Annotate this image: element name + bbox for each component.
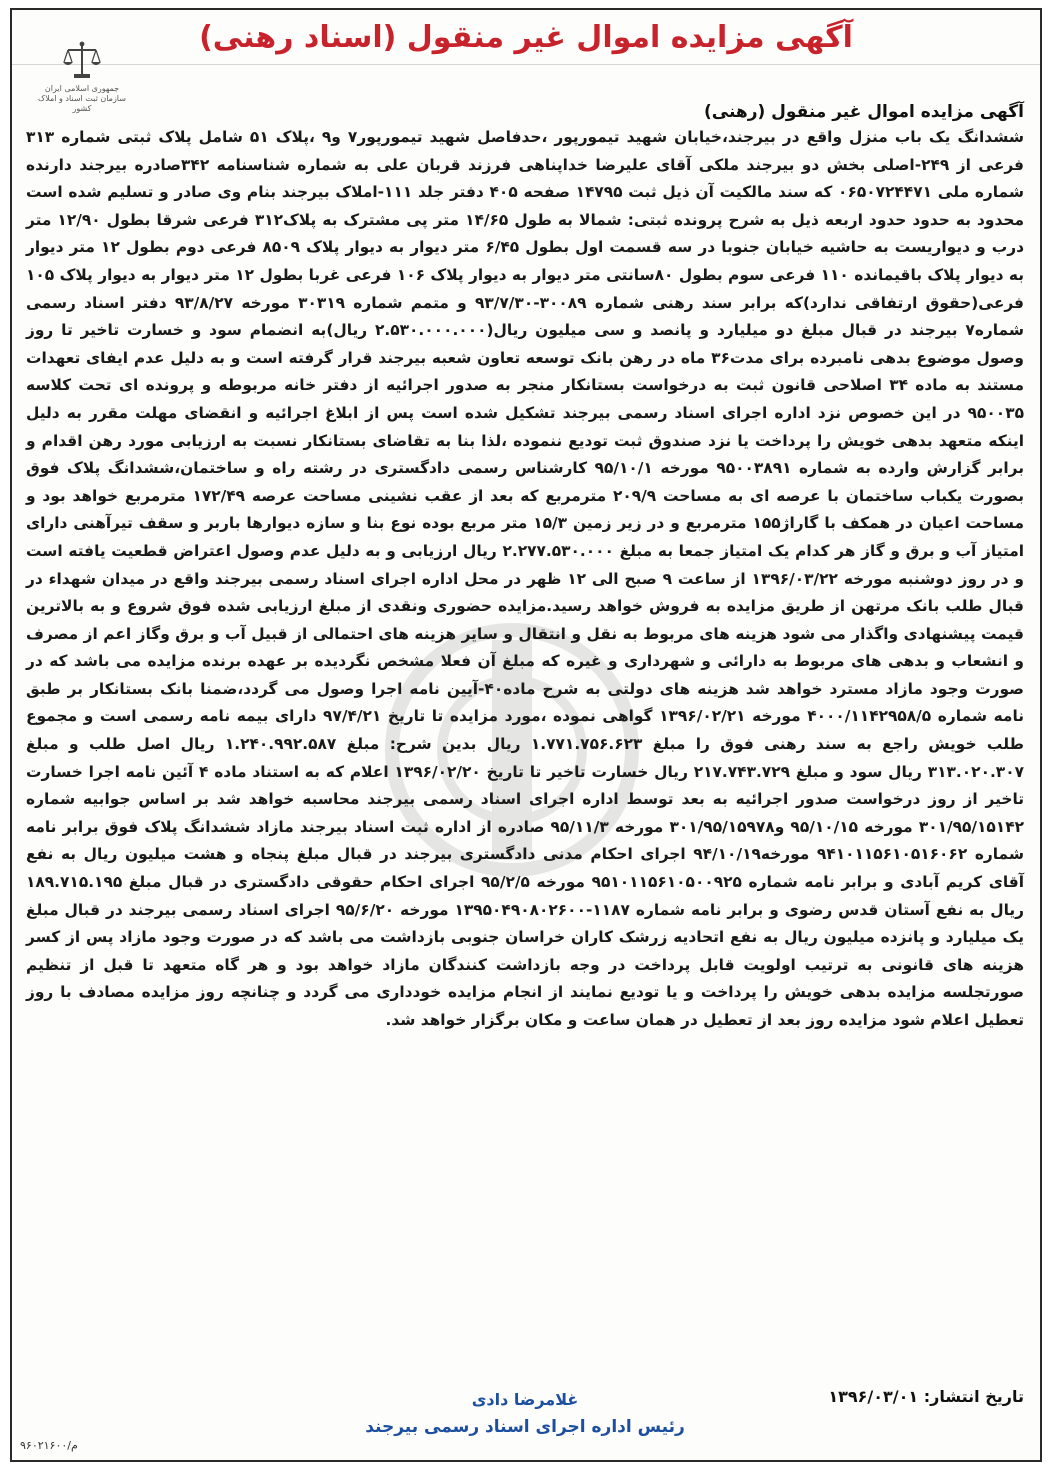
ad-code: م/۹۶۰۲۱۶۰۰ <box>20 1439 78 1452</box>
notice-text: ششدانگ یک باب منزل واقع در بیرجند،خیابان شهید تیمورپور ،حدفاصل شهید تیمورپور۷ و۹ ،پلاک ۵۱ شامل پلاک ثبتی شماره ۳۱۳ فرعی از ۲۴۹-اصلی بخش دو بیرجند ملکی آقای علیرضا خداپناهی فرزند قربان علی به شماره شناسنامه ۳۴۲صادره بیرجند دارنده شماره ملی ۰۶۵۰۷۲۴۴۷۱ که سند مالکیت آن ذیل ثبت ۱۴۷۹۵ صفحه ۴۰۵ دفتر جلد ۱۱۱-املاک بیرجند بنام وی صادر و تسلیم شده است محدود به حدود حدود اربعه ذیل به شرح پرونده ثبتی: شمالا به طول ۱۴/۶۵ متر پی مشترک به پلاک۳۱۲ فرعی شرقا بطول ۱۲/۹۰ متر درب و دیواریست به حاشیه خیابان جنوبا در سه قسمت اول بطول ۶/۴۵ متر دیوار به دیوار پلاک ۸۵۰۹ فرعی دوم بطول ۱۲ متر دیوار به دیوار پلاک باقیمانده ۱۱۰ فرعی سوم بطول ۸۰سانتی متر دیوار به دیوار پلاک ۱۰۶ فرعی غربا بطول ۱۲ متر دیوار به دیوار پلاک ۱۰۵ فرعی(حقوق ارتفاقی ندارد)که برابر سند رهنی شماره ۳۰۰۸۹-۹۳/۷/۳۰ و متمم شماره ۳۰۳۱۹ مورخه ۹۳/۸/۲۷ دفتر اسناد رسمی شماره۷ بیرجند در قبال مبلغ دو میلیارد و پانصد و سی میلیون ریال(۲.۵۳۰.۰۰۰.۰۰۰ ریال)به انضمام سود و خسارت تاخیر تا روز وصول موضوع بدهی نامبرده برای مدت۳۶ ماه در رهن بانک توسعه تعاون شعبه بیرجند قرار گرفته است و به دلیل عدم ایفای تعهدات مستند به ماده ۳۴ اصلاحی قانون ثبت به درخواست بستانکار منجر به صدور اجرائیه از دفتر خانه مربوطه و پرونده ای تحت کلاسه ۹۵۰۰۳۵ در این خصوص نزد اداره اجرای اسناد رسمی بیرجند تشکیل شده است پس از ابلاغ اجرائیه و انقضای مهلت مقرر به دلیل اینکه متعهد بدهی خویش را پرداخت یا نزد صندوق ثبت تودیع ننموده ،لذا بنا به تقاضای بستانکار نسبت به ارزیابی مورد رهن اقدام و برابر گزارش وارده به شماره ۹۵۰۰۳۸۹۱ مورخه ۹۵/۱۰/۱ کارشناس رسمی دادگستری در رشته راه و ساختمان،ششدانگ پلاک فوق بصورت یکباب ساختمان با عرصه ای به مساحت ۲۰۹/۹ مترمربع که بعد از عقب نشینی مساحت عرصه ۱۷۲/۴۹ مترمربع خواهد بود و مساحت اعیان در همکف با گاراژ۱۵۵ مترمربع و در زیر زمین ۱۵/۳ متر مربع بوده نوع بنا و سازه دیوارها باربر و سقف تیرآهنی دارای امتیاز آب و برق و گاز هر کدام یک امتیاز جمعا به مبلغ ۲.۲۷۷.۵۳۰.۰۰۰ ریال ارزیابی و به دلیل عدم وصول اعتراض قطعیت یافته است و در روز دوشنبه مورخه ۱۳۹۶/۰۳/۲۲ از ساعت ۹ صبح الی ۱۲ ظهر در محل اداره اجرای اسناد رسمی بیرجند واقع در میدان شهداء در قبال طلب بانک مرتهن از طریق مزایده به فروش خواهد رسید.مزایده حضوری ونقدی از مبلغ ارزیابی شده فوق شروع و به بالاترین قیمت پیشنهادی واگذار می شود هزینه های مربوط به نقل و انتقال و سایر هزینه های احتمالی از قبیل آب و برق وگاز اعم از مصرف و انشعاب و بدهی های مربوط به دارائی و شهرداری و غیره که مبلغ آن فعلا مشخص نگردیده بر عهده برنده مزایده می باشد که در صورت وجود مازاد مسترد خواهد شد هزینه های دولتی به شرح ماده۴۰-آیین نامه اجرا وصول می گردد،ضمنا بانک بستانکار بر طبق نامه شماره ۴۰۰۰/۱۱۴۲۹۵۸/۵ مورخه ۱۳۹۶/۰۲/۲۱ گواهی نموده ،مورد مزایده تا تاریخ ۹۷/۴/۲۱ دارای بیمه نامه رسمی است و مجموع طلب خویش راجع به سند رهنی فوق را مبلغ ۱.۷۷۱.۷۵۶.۶۲۳ ریال بدین شرح: مبلغ ۱.۲۴۰.۹۹۲.۵۸۷ ریال اصل طلب و مبلغ ۳۱۳.۰۲۰.۳۰۷ ریال سود و مبلغ ۲۱۷.۷۴۳.۷۲۹ ریال خسارت تاخیر تا تاریخ ۱۳۹۶/۰۲/۲۰ اعلام که به استناد ماده ۴ آئین نامه اجرا خسارت تاخیر از روز درخواست صدور اجرائیه به بعد توسط اداره اجرای اسناد رسمی بیرجند محاسبه خواهد شد بر اساس جوابیه شماره ۳۰۱/۹۵/۱۵۱۴۲ مورخه ۹۵/۱۰/۱۵ و۳۰۱/۹۵/۱۵۹۷۸ مورخه ۹۵/۱۱/۳ صادره از اداره ثبت اسناد بیرجند مازاد ششدانگ پلاک فوق برابر نامه شماره ۹۴۱۰۱۱۵۶۱۰۵۱۶۰۶۲ مورخه۹۴/۱۰/۱۹ اجرای احکام مدنی دادگستری بیرجند در قبال مبلغ پنجاه و هشت میلیون ریال به نفع آقای کریم آبادی و برابر نامه شماره ۹۵۱۰۱۱۵۶۱۰۵۰۰۹۲۵ مورخه ۹۵/۲/۵ اجرای احکام حقوقی دادگستری در قبال مبلغ ۱۸۹.۷۱۵.۱۹۵ ریال به نفع آستان قدس رضوی و برابر نامه شماره ۱۱۸۷-۱۳۹۵۰۴۹۰۸۰۲۶۰۰ مورخه ۹۵/۶/۲۰ اجرای اسناد رسمی بیرجند در قبال مبلغ یک میلیارد و پانزده میلیون ریال به نفع اتحادیه زرشک کاران خراسان جنوبی بازداشت می باشد که در صورت وجود مازاد پس از کسر هزینه های قانونی به ترتیب اولویت قابل پرداخت در وجه بازداشت کنندگان مازاد خواهد بود و هر گاه متعهد تا قبل از تنظیم صورتجلسه مزایده بدهی خویش را پرداخت و یا تودیع نمایند از انجام مزایده خودداری می گردد و چنانچه روز مزایده مصادف با روز تعطیل اعلام شود مزایده روز بعد از تعطیل در همان ساعت و مکان برگزار خواهد شد. <box>26 128 1025 1029</box>
notice-frame <box>10 8 1042 1462</box>
signer-name: غلامرضا دادی <box>471 1390 579 1409</box>
page-title: آگهی مزایده اموال غیر منقول (اسناد رهنی) <box>199 19 853 55</box>
emblem-caption: جمهوری اسلامی ایران سازمان ثبت اسناد و املاک کشور <box>38 84 126 113</box>
signer-title: رئیس اداره اجرای اسناد رسمی بیرجند <box>365 1417 685 1437</box>
footer <box>26 1387 1024 1457</box>
publication-date: تاریخ انتشار: ۱۳۹۶/۰۳/۰۱ <box>828 1387 1024 1406</box>
header <box>12 10 1040 65</box>
notice-body <box>26 102 1024 1035</box>
signature-block <box>26 1387 1024 1441</box>
scales-of-justice-icon <box>60 38 104 82</box>
notice-subtitle: آگهی مزایده اموال غیر منقول (رهنی) <box>704 102 1024 122</box>
